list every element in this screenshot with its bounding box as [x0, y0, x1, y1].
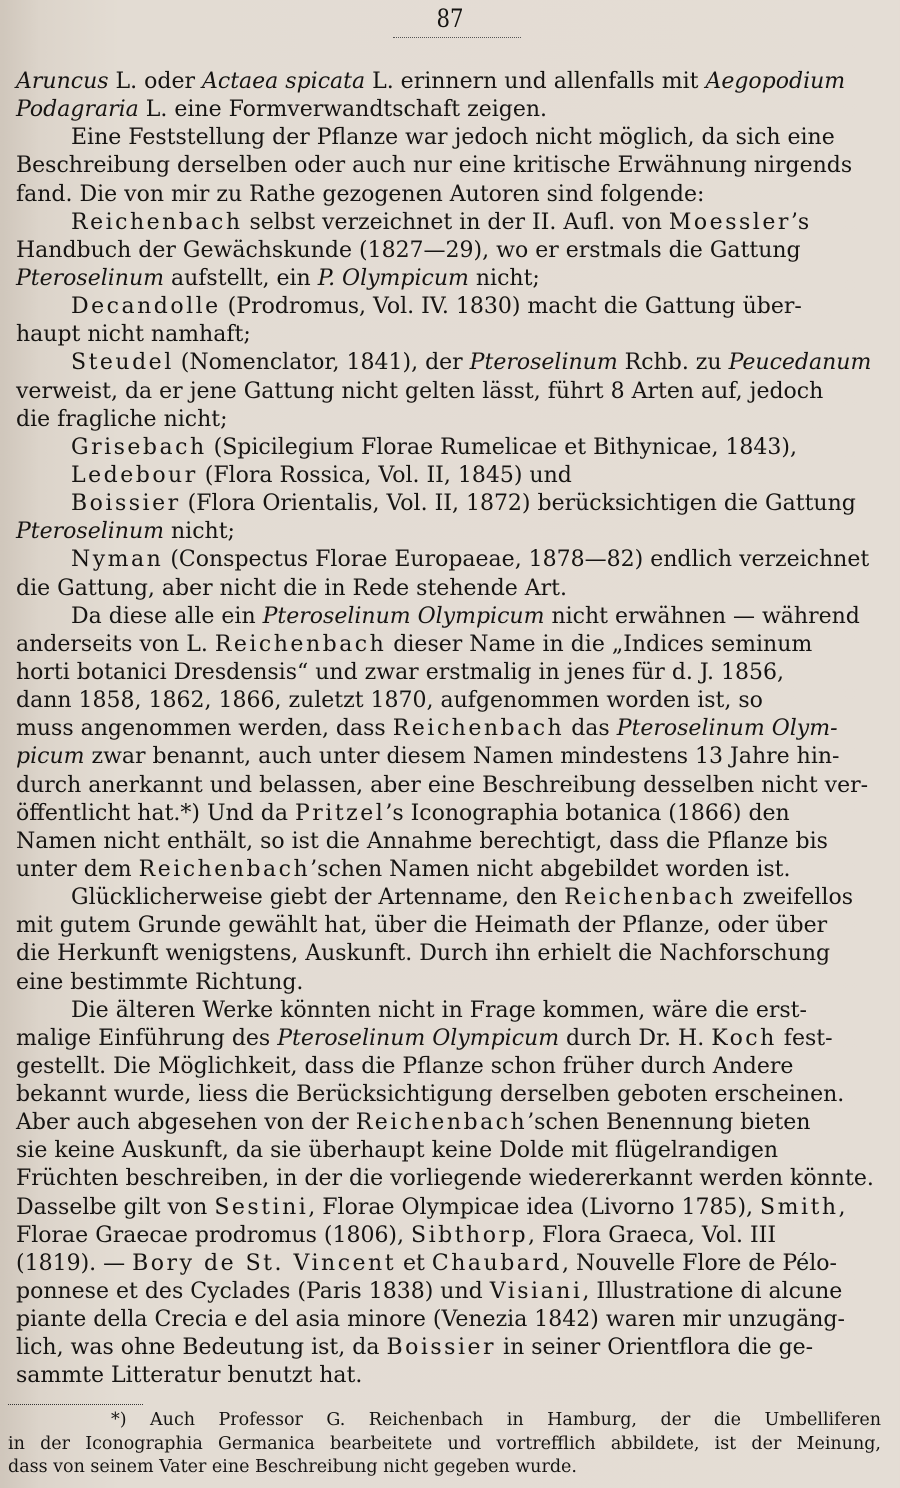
text-line	[16, 912, 889, 940]
spaced-author-name: Sibthorp	[411, 1222, 529, 1248]
text-line	[16, 1025, 889, 1053]
text-line	[16, 687, 889, 715]
text-line	[16, 349, 900, 377]
text-run: Beschreibung derselben oder auch nur eine kritische Erwähnung nirgends	[16, 153, 853, 179]
text-line	[16, 800, 889, 828]
spaced-author-name: Grisebach	[71, 434, 207, 460]
text-line	[8, 1456, 881, 1480]
text-run: (Flora Orientalis, Vol. II, 1872) berücksichtigen die Gattung	[180, 491, 856, 517]
text-line	[16, 293, 889, 321]
text-line	[16, 772, 889, 800]
text-run: (Flora Rossica, Vol. II, 1845) und	[197, 462, 572, 488]
spaced-author-name: Boissier	[71, 491, 181, 517]
text-run: Florae Graecae prodromus (1806),	[16, 1222, 412, 1248]
spaced-author-name: Reichenbach	[138, 856, 311, 882]
text-run: L. eine Formverwandtschaft zeigen.	[138, 97, 548, 123]
text-run: muss angenommen werden, dass	[16, 716, 393, 742]
text-run: (Spicilegium Florae Rumelicae et Bithynicae, 1843),	[206, 434, 797, 460]
text-line	[8, 1433, 881, 1457]
spaced-author-name: Bory de St. Vincent	[132, 1250, 397, 1276]
text-line	[16, 743, 889, 771]
header-rule	[393, 37, 521, 38]
text-run: Eine Feststellung der Pflanze war jedoch nicht möglich, da sich eine	[71, 125, 835, 151]
text-run: , Florae Olympicae idea (Livorno 1785),	[308, 1194, 761, 1220]
text-run: nicht erwähnen — während	[544, 603, 860, 629]
italic-taxon: Pteroselinum Olympicum	[277, 1025, 560, 1051]
text-run: Glücklicherweise giebt der Artenname, den	[71, 885, 565, 911]
footnote	[8, 1409, 881, 1480]
text-line	[16, 856, 889, 884]
text-run: ,	[838, 1194, 846, 1220]
italic-taxon: Pteroselinum	[469, 350, 618, 376]
text-run: bekannt wurde, liess die Berücksichtigung derselben geboten erscheinen.	[16, 1082, 845, 1108]
text-run: Früchten beschreiben, in der die vorliegende wiedererkannt werden könnte.	[16, 1166, 874, 1192]
spaced-author-name: Ledebour	[71, 462, 198, 488]
text-run: die Gattung, aber nicht die in Rede stehende Art.	[16, 575, 568, 601]
spaced-author-name: Decandolle	[71, 294, 221, 320]
spaced-author-name: Chaubard	[431, 1250, 562, 1276]
text-run: durch Dr. H.	[559, 1025, 712, 1051]
text-run: öffentlicht hat.*) Und da	[16, 800, 295, 826]
text-run: *) Auch Professor G.	[111, 1410, 369, 1430]
text-line	[16, 546, 889, 574]
text-line	[16, 575, 889, 603]
text-line	[16, 715, 889, 743]
text-line	[16, 603, 889, 631]
text-run: malige Einführung des	[16, 1025, 278, 1051]
text-line	[16, 1250, 889, 1278]
text-run: mit gutem Grunde gewählt hat, über die Heimath der Pflanze, oder über	[16, 913, 828, 939]
text-run: zweifellos	[735, 885, 853, 911]
text-run: nicht;	[164, 519, 235, 545]
text-run: Namen nicht enthält, so ist die Annahme berechtigt, dass die Pflanze bis	[16, 828, 828, 854]
text-line	[16, 152, 889, 180]
text-run: sammte Litteratur benutzt hat.	[16, 1363, 363, 1389]
text-run: dann 1858, 1862, 1866, zuletzt 1870, aufgenommen worden ist, so	[16, 688, 763, 714]
text-run: verweist, da er jene Gattung nicht gelten lässt, führt 8 Arten auf, jedoch	[16, 378, 824, 404]
text-run: anderseits von L.	[16, 631, 215, 657]
text-line	[16, 378, 889, 406]
spaced-author-name: Reichenbach	[392, 716, 565, 742]
text-line	[16, 1109, 889, 1137]
text-run: in der Iconographia Germanica bearbeitete und vortrefflich abbildete, ist der Meinung,	[8, 1433, 881, 1454]
text-run: die Herkunft wenigstens, Auskunft. Durch ihn erhielt die Nachforschung	[16, 941, 831, 967]
text-run: Rchb. zu	[617, 350, 729, 376]
text-run: (Nomenclator, 1841), der	[173, 350, 470, 376]
spaced-author-name: Reichenbach	[368, 1410, 484, 1430]
text-run: in Hamburg, der die Umbelliferen	[483, 1410, 881, 1430]
text-run: selbst verzeichnet in der II. Aufl. von	[242, 209, 669, 235]
text-line	[16, 969, 889, 997]
text-line	[16, 181, 889, 209]
italic-taxon: Aegopodium	[705, 69, 846, 94]
text-run: eine bestimmte Richtung.	[16, 969, 304, 995]
text-run: sie keine Auskunft, da sie überhaupt keine Dolde mit flügelrandigen	[16, 1138, 779, 1164]
text-run: fand. Die von mir zu Rathe gezogenen Autoren sind folgende:	[16, 181, 705, 207]
text-run: , Nouvelle Flore de Pélo-	[562, 1250, 837, 1276]
text-run: in seiner Orientflora die ge-	[496, 1335, 814, 1361]
spaced-author-name: Reichenbach	[214, 631, 387, 657]
body-text	[16, 68, 889, 1391]
text-line	[16, 265, 889, 293]
italic-taxon: Pteroselinum Olym-	[616, 716, 838, 742]
spaced-author-name: Reichenbach	[355, 1110, 528, 1136]
text-line	[16, 1053, 889, 1081]
text-line	[16, 1081, 889, 1109]
text-run: lich, was ohne Bedeutung ist, da	[16, 1335, 387, 1361]
text-run: dass von seinem Vater eine Beschreibung nicht gegeben wurde.	[8, 1457, 577, 1477]
text-run: das	[564, 716, 617, 742]
text-line	[16, 124, 889, 152]
text-run: piante della Crecia e del asia minore (Venezia 1842) waren mir unzugäng-	[16, 1307, 845, 1333]
text-run: Dasselbe gilt von	[16, 1194, 215, 1220]
spaced-author-name: Boissier	[386, 1335, 497, 1361]
spaced-author-name: Reichenbach	[564, 885, 736, 911]
text-run: ’s	[790, 209, 810, 235]
text-line	[16, 940, 889, 968]
text-run: L. erinnern und allenfalls mit	[365, 69, 706, 94]
text-run: et	[396, 1250, 432, 1276]
italic-taxon: Actaea spicata	[201, 69, 366, 94]
text-run: (1819). —	[16, 1250, 133, 1276]
italic-taxon: Pteroselinum	[16, 265, 165, 291]
text-line	[16, 490, 889, 518]
italic-taxon: P. Olympicum	[317, 265, 469, 291]
text-line	[16, 1165, 889, 1193]
text-line	[16, 1137, 889, 1165]
text-run: dieser Name in die „Indices seminum	[386, 631, 813, 657]
text-line	[16, 237, 889, 265]
italic-taxon: Podagraria	[16, 97, 139, 123]
text-line	[16, 659, 889, 687]
italic-taxon: picum	[16, 744, 85, 770]
text-line	[16, 1362, 889, 1390]
text-line	[16, 1278, 889, 1306]
text-run: zwar benannt, auch unter diesem Namen mindestens 13 Jahre hin-	[84, 744, 840, 770]
spaced-author-name: Koch	[711, 1025, 777, 1051]
text-run: aufstellt, ein	[164, 265, 318, 291]
text-run: horti botanici Dresdensis“ und zwar erstmalig in jenes für d. J. 1856,	[16, 659, 784, 685]
text-line	[16, 406, 889, 434]
spaced-author-name: Reichenbach	[71, 209, 243, 235]
text-line	[16, 997, 889, 1025]
spaced-author-name: Sestini	[214, 1194, 309, 1220]
text-run: Da diese alle ein	[71, 603, 263, 629]
text-line	[16, 518, 889, 546]
text-run: ’schen Benennung bieten	[527, 1110, 811, 1136]
text-line	[16, 462, 889, 490]
text-line	[16, 1306, 889, 1334]
text-run: Die älteren Werke könnten nicht in Frage kommen, wäre die erst-	[71, 997, 807, 1023]
italic-taxon: Peucedanum	[728, 350, 872, 376]
text-line	[16, 321, 889, 349]
italic-taxon: Aruncus	[16, 69, 109, 94]
text-run: unter dem	[16, 856, 139, 882]
spaced-author-name: Pritzel	[294, 800, 386, 826]
text-run: , Illustratione di alcune	[582, 1279, 843, 1305]
text-run: L. oder	[108, 69, 202, 94]
text-run: fest-	[776, 1025, 833, 1051]
spaced-author-name: Steudel	[70, 350, 174, 376]
text-line	[16, 1334, 889, 1362]
text-run: (Conspectus Florae Europaeae, 1878—82) endlich verzeichnet	[163, 547, 870, 573]
text-line	[16, 1222, 889, 1250]
text-run: (Prodromus, Vol. IV. 1830) macht die Gattung über-	[220, 294, 802, 320]
text-line	[16, 209, 889, 237]
page-number: 87	[436, 4, 464, 33]
italic-taxon: Pteroselinum	[16, 519, 165, 545]
text-run: durch anerkannt und belassen, aber eine Beschreibung desselben nicht ver-	[16, 772, 869, 798]
spaced-author-name: Nyman	[71, 547, 164, 573]
text-line	[16, 434, 889, 462]
text-run: haupt nicht namhaft;	[16, 322, 251, 348]
text-run: ’schen Namen nicht abgebildet worden ist.	[310, 856, 791, 882]
text-run: gestellt. Die Möglichkeit, dass die Pflanze schon früher durch Andere	[16, 1053, 794, 1079]
text-line	[8, 1409, 881, 1433]
spaced-author-name: Visiani	[489, 1279, 583, 1305]
spaced-author-name: Smith	[760, 1194, 839, 1220]
text-run: nicht;	[468, 265, 540, 291]
text-run: Handbuch der Gewächskunde (1827—29), wo er erstmals die Gattung	[16, 237, 801, 263]
text-line	[16, 828, 889, 856]
text-run: ponnese et des Cyclades (Paris 1838) und	[16, 1279, 490, 1305]
text-line	[16, 884, 889, 912]
text-line	[16, 68, 889, 96]
text-line	[16, 631, 889, 659]
text-run: , Flora Graeca, Vol. III	[528, 1222, 777, 1248]
text-run: ’s Iconographia botanica (1866) den	[385, 800, 790, 826]
spaced-author-name: Moessler	[668, 209, 791, 235]
text-run: die fragliche nicht;	[16, 406, 228, 432]
italic-taxon: Pteroselinum Olympicum	[262, 603, 545, 629]
text-run: Aber auch abgesehen von der	[16, 1110, 356, 1136]
text-line	[16, 1194, 889, 1222]
footnote-rule	[8, 1404, 143, 1405]
text-line	[16, 96, 889, 124]
